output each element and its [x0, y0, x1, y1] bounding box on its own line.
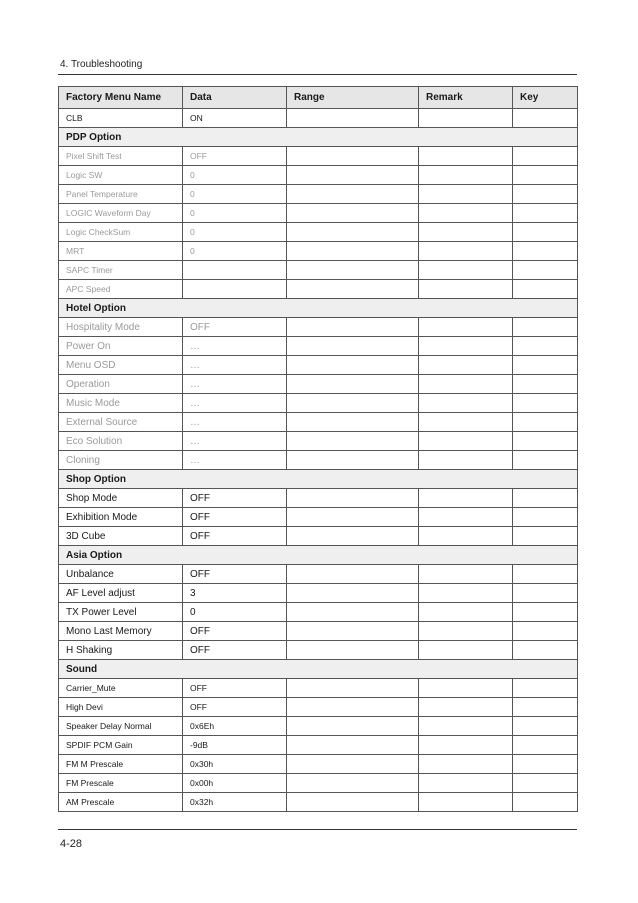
- remark-cell: [419, 185, 513, 204]
- range-cell: [287, 736, 419, 755]
- key-cell: [513, 109, 578, 128]
- remark-cell: [419, 242, 513, 261]
- menu-item-name: AF Level adjust: [59, 584, 183, 603]
- range-cell: [287, 280, 419, 299]
- menu-item-name: Music Mode: [59, 394, 183, 413]
- table-row: [59, 337, 578, 356]
- menu-item-name: Mono Last Memory: [59, 622, 183, 641]
- remark-cell: [419, 679, 513, 698]
- menu-item-data: [183, 261, 287, 280]
- remark-cell: [419, 356, 513, 375]
- column-header-range: Range: [287, 87, 419, 109]
- menu-item-data: 0: [183, 166, 287, 185]
- menu-item-data: -9dB: [183, 736, 287, 755]
- range-cell: [287, 508, 419, 527]
- range-cell: [287, 204, 419, 223]
- key-cell: [513, 185, 578, 204]
- menu-item-name: High Devi: [59, 698, 183, 717]
- menu-item-data: ON: [183, 109, 287, 128]
- remark-cell: [419, 451, 513, 470]
- page-number: 4-28: [60, 838, 83, 850]
- menu-item-name: AM Prescale: [59, 793, 183, 812]
- section-row: [59, 470, 578, 489]
- menu-item-name: SPDIF PCM Gain: [59, 736, 183, 755]
- table-row: [59, 261, 578, 280]
- key-cell: [513, 489, 578, 508]
- menu-item-name: 3D Cube: [59, 527, 183, 546]
- menu-item-data: OFF: [183, 565, 287, 584]
- menu-item-name: Speaker Delay Normal: [59, 717, 183, 736]
- section-title: Asia Option: [59, 546, 578, 565]
- table-row: [59, 565, 578, 584]
- section-row: [59, 660, 578, 679]
- remark-cell: [419, 489, 513, 508]
- remark-cell: [419, 375, 513, 394]
- table-row: [59, 204, 578, 223]
- remark-cell: [419, 394, 513, 413]
- menu-item-data: 0: [183, 603, 287, 622]
- table-row: [59, 223, 578, 242]
- column-header-remark: Remark: [419, 87, 513, 109]
- menu-item-data: …: [183, 337, 287, 356]
- key-cell: [513, 356, 578, 375]
- menu-item-name: Menu OSD: [59, 356, 183, 375]
- table-row: [59, 318, 578, 337]
- menu-item-data: …: [183, 356, 287, 375]
- table-row: [59, 356, 578, 375]
- menu-item-data: OFF: [183, 622, 287, 641]
- menu-item-name: Panel Temperature: [59, 185, 183, 204]
- range-cell: [287, 755, 419, 774]
- key-cell: [513, 679, 578, 698]
- column-header-name: Factory Menu Name: [59, 87, 183, 109]
- remark-cell: [419, 413, 513, 432]
- table-row: [59, 432, 578, 451]
- key-cell: [513, 774, 578, 793]
- menu-item-name: Exhibition Mode: [59, 508, 183, 527]
- menu-item-data: OFF: [183, 527, 287, 546]
- menu-item-data: OFF: [183, 489, 287, 508]
- section-title: Shop Option: [59, 470, 578, 489]
- menu-item-name: Pixel Shift Test: [59, 147, 183, 166]
- remark-cell: [419, 223, 513, 242]
- table-row: [59, 641, 578, 660]
- table-row: [59, 736, 578, 755]
- table-row: [59, 584, 578, 603]
- menu-item-data: OFF: [183, 641, 287, 660]
- menu-item-name: FM M Prescale: [59, 755, 183, 774]
- menu-item-data: 0x30h: [183, 755, 287, 774]
- footer-rule: [58, 829, 577, 830]
- range-cell: [287, 622, 419, 641]
- table-row: [59, 717, 578, 736]
- table-body: [59, 109, 578, 812]
- menu-item-data: OFF: [183, 508, 287, 527]
- remark-cell: [419, 793, 513, 812]
- menu-item-name: Operation: [59, 375, 183, 394]
- range-cell: [287, 413, 419, 432]
- remark-cell: [419, 204, 513, 223]
- column-header-key: Key: [513, 87, 578, 109]
- table-row: [59, 166, 578, 185]
- table-row: [59, 698, 578, 717]
- menu-item-data: OFF: [183, 147, 287, 166]
- remark-cell: [419, 261, 513, 280]
- menu-item-data: …: [183, 394, 287, 413]
- table-row: [59, 109, 578, 128]
- remark-cell: [419, 318, 513, 337]
- remark-cell: [419, 109, 513, 128]
- menu-item-name: Shop Mode: [59, 489, 183, 508]
- key-cell: [513, 261, 578, 280]
- table-row: [59, 774, 578, 793]
- menu-item-data: 0x00h: [183, 774, 287, 793]
- menu-item-name: CLB: [59, 109, 183, 128]
- range-cell: [287, 109, 419, 128]
- table-row: [59, 185, 578, 204]
- table-row: [59, 679, 578, 698]
- menu-item-name: MRT: [59, 242, 183, 261]
- remark-cell: [419, 755, 513, 774]
- remark-cell: [419, 147, 513, 166]
- menu-item-name: Logic SW: [59, 166, 183, 185]
- key-cell: [513, 147, 578, 166]
- remark-cell: [419, 432, 513, 451]
- menu-item-name: SAPC Timer: [59, 261, 183, 280]
- key-cell: [513, 755, 578, 774]
- table-row: [59, 508, 578, 527]
- menu-item-data: [183, 280, 287, 299]
- table-row: [59, 527, 578, 546]
- remark-cell: [419, 736, 513, 755]
- menu-item-data: 0: [183, 204, 287, 223]
- range-cell: [287, 698, 419, 717]
- table-row: [59, 489, 578, 508]
- menu-item-data: …: [183, 413, 287, 432]
- menu-item-name: TX Power Level: [59, 603, 183, 622]
- header-title: 4. Troubleshooting: [60, 59, 143, 70]
- menu-item-data: …: [183, 451, 287, 470]
- range-cell: [287, 337, 419, 356]
- menu-item-name: Power On: [59, 337, 183, 356]
- table-row: [59, 375, 578, 394]
- key-cell: [513, 242, 578, 261]
- menu-item-data: 3: [183, 584, 287, 603]
- remark-cell: [419, 166, 513, 185]
- remark-cell: [419, 280, 513, 299]
- menu-item-name: LOGIC Waveform Day: [59, 204, 183, 223]
- key-cell: [513, 223, 578, 242]
- remark-cell: [419, 698, 513, 717]
- range-cell: [287, 166, 419, 185]
- key-cell: [513, 641, 578, 660]
- key-cell: [513, 736, 578, 755]
- key-cell: [513, 451, 578, 470]
- range-cell: [287, 793, 419, 812]
- key-cell: [513, 375, 578, 394]
- table-row: [59, 280, 578, 299]
- menu-item-data: 0: [183, 185, 287, 204]
- menu-item-data: OFF: [183, 318, 287, 337]
- range-cell: [287, 527, 419, 546]
- section-title: Hotel Option: [59, 299, 578, 318]
- menu-item-data: OFF: [183, 698, 287, 717]
- section-title: Sound: [59, 660, 578, 679]
- range-cell: [287, 394, 419, 413]
- range-cell: [287, 375, 419, 394]
- menu-item-name: Logic CheckSum: [59, 223, 183, 242]
- range-cell: [287, 318, 419, 337]
- factory-menu-table: [58, 86, 578, 812]
- menu-item-name: External Source: [59, 413, 183, 432]
- key-cell: [513, 527, 578, 546]
- key-cell: [513, 622, 578, 641]
- remark-cell: [419, 508, 513, 527]
- menu-item-name: H Shaking: [59, 641, 183, 660]
- table-header-row: [59, 87, 578, 109]
- menu-item-name: Hospitality Mode: [59, 318, 183, 337]
- range-cell: [287, 641, 419, 660]
- table-row: [59, 413, 578, 432]
- table-row: [59, 793, 578, 812]
- section-row: [59, 546, 578, 565]
- menu-item-name: Cloning: [59, 451, 183, 470]
- menu-item-name: Unbalance: [59, 565, 183, 584]
- remark-cell: [419, 717, 513, 736]
- key-cell: [513, 337, 578, 356]
- range-cell: [287, 356, 419, 375]
- key-cell: [513, 318, 578, 337]
- remark-cell: [419, 584, 513, 603]
- remark-cell: [419, 774, 513, 793]
- range-cell: [287, 432, 419, 451]
- key-cell: [513, 717, 578, 736]
- range-cell: [287, 223, 419, 242]
- key-cell: [513, 432, 578, 451]
- range-cell: [287, 185, 419, 204]
- menu-item-name: APC Speed: [59, 280, 183, 299]
- menu-item-data: 0x32h: [183, 793, 287, 812]
- key-cell: [513, 166, 578, 185]
- menu-item-data: 0: [183, 242, 287, 261]
- range-cell: [287, 603, 419, 622]
- key-cell: [513, 394, 578, 413]
- column-header-data: Data: [183, 87, 287, 109]
- remark-cell: [419, 622, 513, 641]
- key-cell: [513, 280, 578, 299]
- table-row: [59, 622, 578, 641]
- section-title: PDP Option: [59, 128, 578, 147]
- menu-item-data: OFF: [183, 679, 287, 698]
- header-rule: [58, 74, 577, 75]
- menu-item-name: FM Prescale: [59, 774, 183, 793]
- range-cell: [287, 242, 419, 261]
- range-cell: [287, 584, 419, 603]
- menu-item-name: Carrier_Mute: [59, 679, 183, 698]
- range-cell: [287, 261, 419, 280]
- key-cell: [513, 204, 578, 223]
- key-cell: [513, 565, 578, 584]
- remark-cell: [419, 603, 513, 622]
- table-row: [59, 394, 578, 413]
- range-cell: [287, 451, 419, 470]
- range-cell: [287, 565, 419, 584]
- menu-item-data: 0x6Eh: [183, 717, 287, 736]
- range-cell: [287, 774, 419, 793]
- table-row: [59, 755, 578, 774]
- remark-cell: [419, 641, 513, 660]
- key-cell: [513, 603, 578, 622]
- menu-item-data: …: [183, 432, 287, 451]
- range-cell: [287, 679, 419, 698]
- menu-item-data: …: [183, 375, 287, 394]
- table-row: [59, 147, 578, 166]
- remark-cell: [419, 527, 513, 546]
- key-cell: [513, 584, 578, 603]
- remark-cell: [419, 565, 513, 584]
- range-cell: [287, 489, 419, 508]
- table-row: [59, 451, 578, 470]
- table-row: [59, 603, 578, 622]
- section-row: [59, 128, 578, 147]
- menu-item-name: Eco Solution: [59, 432, 183, 451]
- range-cell: [287, 147, 419, 166]
- key-cell: [513, 698, 578, 717]
- menu-item-data: 0: [183, 223, 287, 242]
- table-row: [59, 242, 578, 261]
- key-cell: [513, 413, 578, 432]
- range-cell: [287, 717, 419, 736]
- section-row: [59, 299, 578, 318]
- remark-cell: [419, 337, 513, 356]
- key-cell: [513, 508, 578, 527]
- key-cell: [513, 793, 578, 812]
